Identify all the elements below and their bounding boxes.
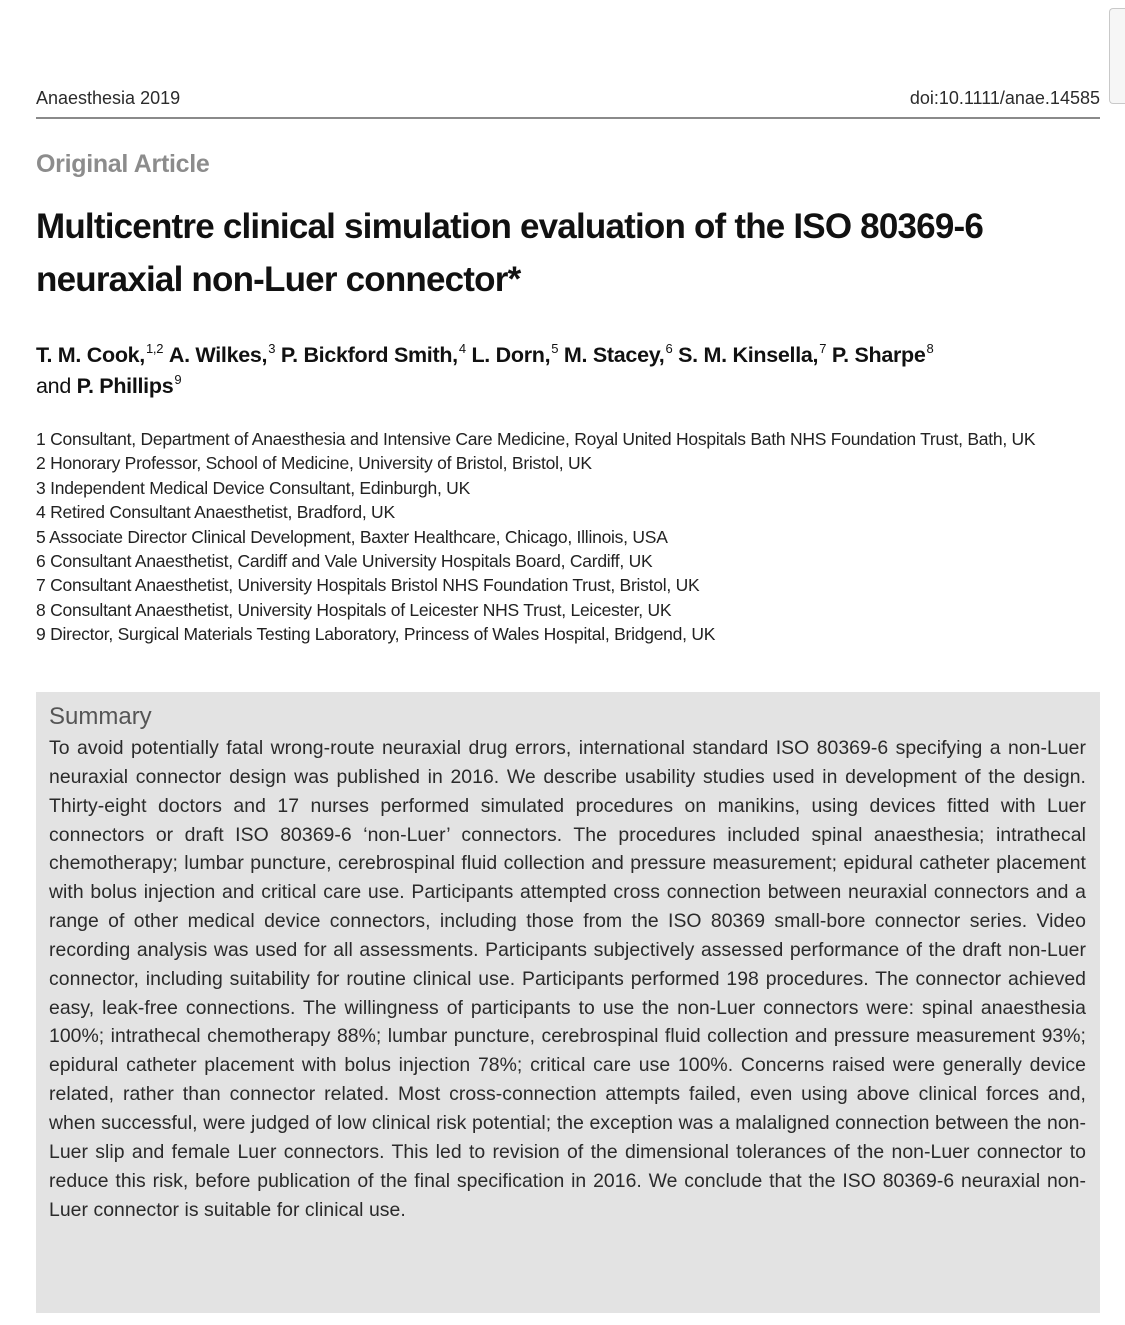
affiliation-item: 7 Consultant Anaesthetist, University Hospitals Bristol NHS Foundation Trust, Bristol, UK bbox=[36, 575, 700, 596]
doi-link[interactable]: doi:10.1111/anae.14585 bbox=[909, 88, 1100, 108]
author-list bbox=[36, 340, 1100, 402]
author[interactable] bbox=[281, 343, 466, 367]
affiliation-item: 5 Associate Director Clinical Development, Baxter Healthcare, Chicago, Illinois, USA bbox=[36, 526, 668, 547]
affiliation-item: 3 Independent Medical Device Consultant, Edinburgh, UK bbox=[36, 477, 470, 498]
journal-name: Anaesthesia 2019 bbox=[36, 88, 181, 108]
running-header bbox=[36, 88, 1100, 112]
author[interactable] bbox=[564, 343, 673, 367]
author[interactable] bbox=[678, 343, 826, 367]
affiliation-item: 4 Retired Consultant Anaesthetist, Bradford, UK bbox=[36, 502, 395, 523]
affiliation-item: 9 Director, Surgical Materials Testing Laboratory, Princess of Wales Hospital, Bridgend, UK bbox=[36, 624, 716, 645]
author[interactable] bbox=[471, 343, 558, 367]
affiliation-item: 8 Consultant Anaesthetist, University Hospitals of Leicester NHS Trust, Leicester, UK bbox=[36, 599, 672, 620]
author-name: P. Sharpe bbox=[831, 343, 926, 367]
author-name: S. M. Kinsella, bbox=[678, 343, 819, 367]
author-affiliation-ref: 1,2 bbox=[145, 341, 164, 356]
author-affiliation-ref: 8 bbox=[926, 341, 934, 356]
author-name: P. Phillips bbox=[76, 374, 174, 398]
article-type-label: Original Article bbox=[36, 150, 210, 178]
author-name: A. Wilkes, bbox=[168, 343, 268, 367]
scrollbar-tab[interactable] bbox=[1109, 8, 1125, 104]
author-name: P. Bickford Smith, bbox=[280, 343, 458, 367]
author-name: T. M. Cook, bbox=[36, 343, 145, 367]
author-affiliation-ref: 9 bbox=[174, 372, 182, 387]
author-name: L. Dorn, bbox=[471, 343, 551, 367]
summary-box bbox=[36, 692, 1100, 1313]
author-affiliation-ref: 4 bbox=[458, 341, 466, 356]
author-affiliation-ref: 5 bbox=[551, 341, 559, 356]
author-name: M. Stacey, bbox=[563, 343, 665, 367]
summary-heading: Summary bbox=[49, 703, 152, 730]
header-divider bbox=[36, 117, 1100, 119]
author[interactable] bbox=[832, 343, 934, 367]
author[interactable] bbox=[169, 343, 275, 367]
author[interactable] bbox=[77, 374, 182, 398]
author-affiliation-ref: 6 bbox=[665, 341, 673, 356]
affiliation-item: 6 Consultant Anaesthetist, Cardiff and Vale University Hospitals Board, Cardiff, UK bbox=[36, 551, 653, 572]
author-affiliation-ref: 3 bbox=[268, 341, 276, 356]
affiliation-list bbox=[36, 427, 1096, 647]
author[interactable] bbox=[36, 343, 163, 367]
author-affiliation-ref: 7 bbox=[819, 341, 827, 356]
article-title: Multicentre clinical simulation evaluation of the ISO 80369-6 neuraxial non-Luer connector* bbox=[36, 207, 984, 299]
affiliation-item: 2 Honorary Professor, School of Medicine, University of Bristol, Bristol, UK bbox=[36, 453, 592, 474]
author-conjunction: and bbox=[36, 374, 71, 398]
affiliation-item: 1 Consultant, Department of Anaesthesia and Intensive Care Medicine, Royal United Hospitals Bath NHS Foundation Trust, Bath, UK bbox=[36, 429, 1036, 449]
summary-text: To avoid potentially fatal wrong-route neuraxial drug errors, international standard ISO 80369-6 specifying a non-Luer neuraxial connector design was published in 2016. We describe usability studies used in development of the design. Thirty-eight doctors and 17 nurses performed simulated procedures on manikins, using devices fitted with Luer connectors or draft ISO 80369-6 ‘non-Luer’ connectors. The procedures included spinal anaesthesia; intrathecal chemotherapy; lumbar puncture, cerebrospinal fluid collection and pressure measurement; epidural catheter placement with bolus injection and critical care use. Participants attempted cross connection between neuraxial connectors and a range of other medical device connectors, including those from the ISO 80369 small-bore connector series. Video recording analysis was used for all assessments. Participants subjectively assessed performance of the draft non-Luer connector, including suitability for routine clinical use. Participants performed 198 procedures. The connector achieved easy, leak-free connections. The willingness of participants to use the non-Luer connectors were: spinal anaesthesia 100%; intrathecal chemotherapy 88%; lumbar puncture, cerebrospinal fluid collection and pressure measurement 93%; epidural catheter placement with bolus injection 78%; critical care use 100%. Concerns raised were generally device related, rather than connector related. Most cross-connection attempts failed, even using above clinical forces and, when successful, were judged of low clinical risk potential; the exception was a malaligned connection between the non-Luer slip and female Luer connectors. This led to revision of the dimensional tolerances of the non-Luer connector to reduce this risk, before publication of the final specification in 2016. We conclude that the ISO 80369-6 neuraxial non-Luer connector is suitable for clinical use. bbox=[49, 737, 1086, 1221]
